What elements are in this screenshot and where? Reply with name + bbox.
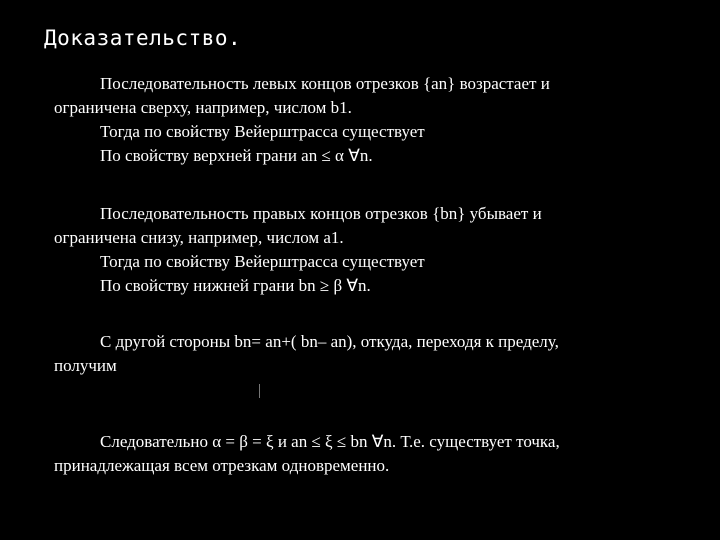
text-line: Тогда по свойству Вейерштрасса существует bbox=[100, 122, 425, 141]
paragraph-right-ends bbox=[54, 202, 654, 298]
paragraph-conclusion bbox=[54, 430, 654, 478]
text-line: принадлежащая всем отрезкам одновременно. bbox=[54, 456, 390, 475]
text-line: Последовательность левых концов отрезков {an} возрастает и bbox=[100, 74, 550, 93]
text-line: ограничена сверху, например, числом b1. bbox=[54, 98, 352, 117]
text-line: По свойству нижней грани bn ≥ β ∀n. bbox=[100, 276, 371, 295]
paragraph-left-ends bbox=[54, 72, 654, 168]
paragraph-limit bbox=[54, 330, 654, 378]
text-line: По свойству верхней грани an ≤ α ∀n. bbox=[100, 146, 373, 165]
slide-title: Доказательство. bbox=[44, 26, 242, 50]
text-line: Тогда по свойству Вейерштрасса существует bbox=[100, 252, 425, 271]
text-line: получим bbox=[54, 356, 117, 375]
formula-placeholder-mark bbox=[259, 384, 260, 398]
text-line: ограничена снизу, например, числом a1. bbox=[54, 228, 344, 247]
text-line: Последовательность правых концов отрезков {bn} убывает и bbox=[100, 204, 542, 223]
text-line: С другой стороны bn= an+( bn– an), откуда, переходя к пределу, bbox=[100, 332, 559, 351]
text-line: Следовательно α = β = ξ и an ≤ ξ ≤ bn ∀n. Т.е. существует точка, bbox=[100, 432, 560, 451]
